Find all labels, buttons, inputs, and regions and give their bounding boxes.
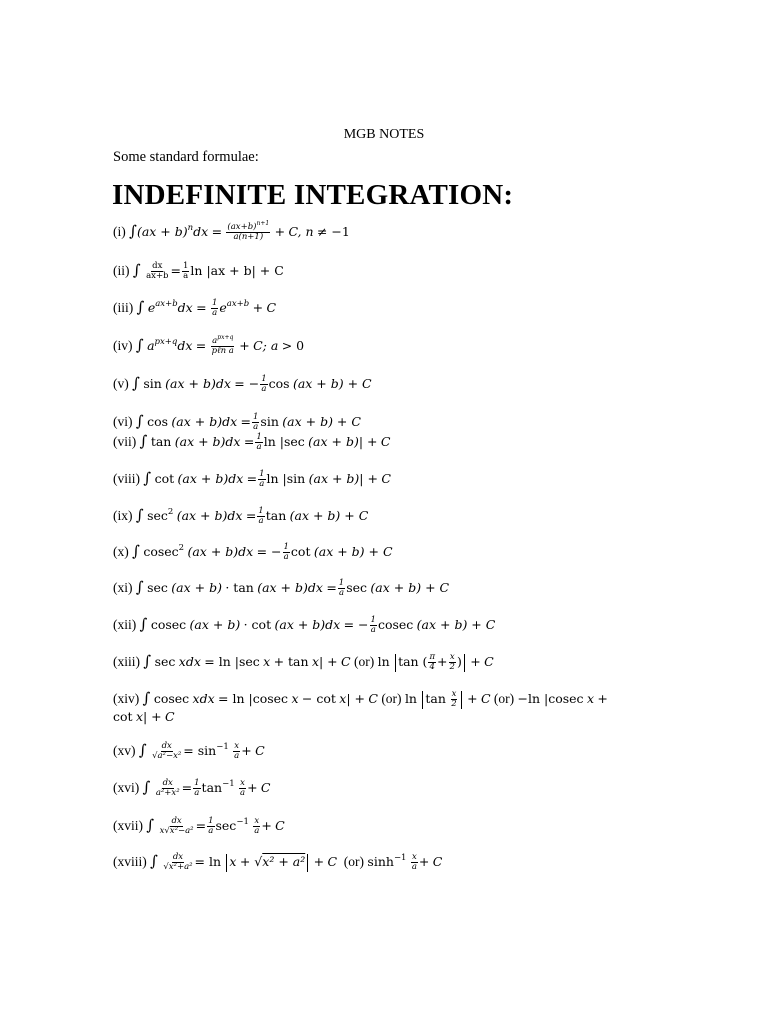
document-header: MGB NOTES bbox=[343, 127, 425, 142]
formula-13: (xiii) ∫ sec xdx = ln |sec x + tan x| + C (or) ln tan ( $\frac{\pi}{4}$ + $\frac{x}{2}$ ) + C bbox=[113, 652, 494, 673]
formula-12: (xii) ∫ cosec (ax + b) · cot (ax + b)dx = − $\frac{1}{a}$ cosec (ax + b) + C bbox=[113, 615, 496, 636]
formula-7: (vii) ∫ tan (ax + b)dx = $\frac{1}{a}$ ln |sec (ax + b)| + C bbox=[113, 432, 391, 453]
page-title: INDEFINITE INTEGRATION: bbox=[112, 179, 514, 211]
formula-16: (xvi) ∫ $\frac{dx}{\text{a²+x²}}$ = $\frac{1}{a}$ $\tan^{-1}$ $\frac{x}{a}$ + C bbox=[113, 778, 271, 799]
formula-15: (xv) ∫ $\frac{dx}{\text{√a²−x²}}$ = $\sin^{-1}$ $\frac{x}{a}$ + C bbox=[113, 741, 265, 762]
formula-14: (xiv) ∫ cosec xdx = ln |cosec x − cot x| + C (or) ln tan $\frac{x}{2}$ + C (or) −ln |cosec x + bbox=[113, 689, 608, 710]
formula-18: (xviii) ∫ $\frac{dx}{\text{√x²+a²}}$ = ln x + √x² + a² + C (or) $\sinh^{-1}$ $\frac{x}{a}$ + C bbox=[113, 852, 443, 873]
formula-3: (iii) ∫ $e^{ax+b}dx$ = $\frac{1}{a}$ $e^{ax+b} + C$ bbox=[113, 298, 277, 319]
formula-4: (iv) ∫ $a^{px+q}dx$ = $\frac{a^{px+q}}{\text{pℓn a}}$ + C; a > 0 bbox=[113, 334, 305, 357]
formula-5: (v) ∫ sin (ax + b)dx = − $\frac{1}{a}$ cos (ax + b) + C bbox=[113, 374, 372, 395]
formula-1: (i) ∫(ax + b)$^n$dx = $\frac{(ax+b)^{n+1}}{a(n+1)}$ + C, n ≠ −1 bbox=[113, 220, 350, 243]
formula-10: (x) ∫ cosec$^2$ (ax + b)dx = − $\frac{1}{a}$ cot (ax + b) + C bbox=[113, 542, 393, 563]
formula-2: (ii) ∫ $\frac{dx}{ax+b}$ = $\frac{1}{a}$ ln |ax + b| + C bbox=[113, 261, 284, 282]
formula-11: (xi) ∫ sec (ax + b) · tan (ax + b)dx = $\frac{1}{a}$ sec (ax + b) + C bbox=[113, 578, 450, 599]
formula-6: (vi) ∫ cos (ax + b)dx = $\frac{1}{a}$ sin (ax + b) + C bbox=[113, 412, 361, 433]
subtitle: Some standard formulae: bbox=[113, 149, 259, 165]
formula-9: (ix) ∫ $\sec^2 (ax + b)dx$ = $\frac{1}{a}$ tan (ax + b) + C bbox=[113, 506, 369, 527]
formula-14-continuation: cot x| + C bbox=[113, 709, 175, 724]
formula-8: (viii) ∫ cot (ax + b)dx = $\frac{1}{a}$ ln |sin (ax + b)| + C bbox=[113, 469, 391, 490]
formula-17: (xvii) ∫ $\frac{dx}{\text{x√x²−a²}}$ = $\frac{1}{a}$ $\sec^{-1}$ $\frac{x}{a}$ + C bbox=[113, 816, 285, 837]
